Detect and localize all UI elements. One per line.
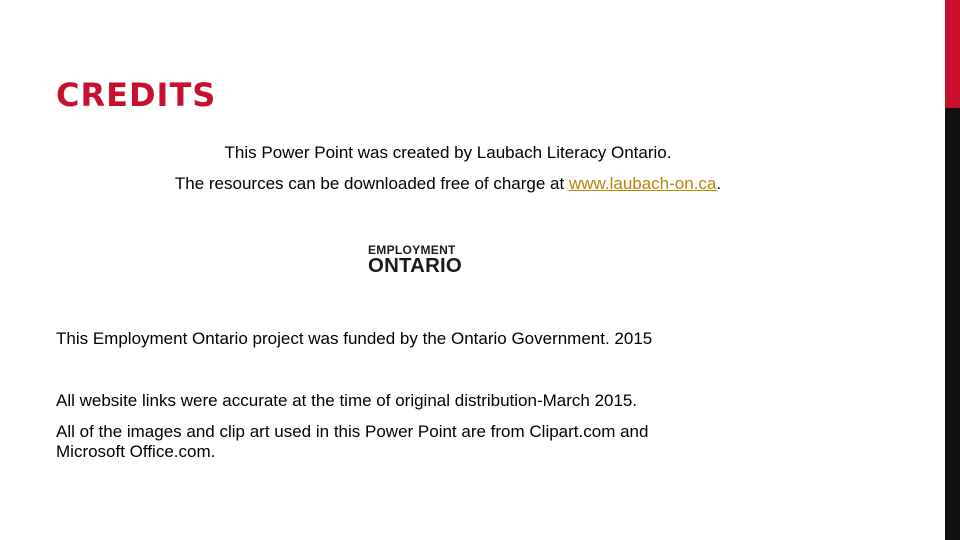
download-period: . [716, 174, 722, 193]
logo-text-ontario: ONTARIO [368, 255, 462, 277]
side-accent-bar-black [945, 108, 960, 540]
download-line [0, 174, 896, 194]
funding-statement: This Employment Ontario project was funded by the Ontario Government. 2015 [56, 329, 653, 348]
download-text: The resources can be downloaded free of charge at [174, 174, 569, 193]
images-note-line-2: Microsoft Office.com. [56, 442, 216, 461]
slide-title: CREDITS [56, 76, 217, 114]
side-accent-bar-red [945, 0, 960, 108]
logo-text-employment: EMPLOYMENT [368, 243, 456, 257]
employment-ontario-logo [368, 244, 470, 278]
laubach-website-link[interactable]: www.laubach-on.ca [568, 174, 717, 193]
credit-line: This Power Point was created by Laubach Literacy Ontario. [224, 143, 672, 162]
images-note-line-1: All of the images and clip art used in this Power Point are from Clipart.com and [56, 422, 649, 441]
links-note: All website links were accurate at the time of original distribution-March 2015. [56, 391, 638, 410]
